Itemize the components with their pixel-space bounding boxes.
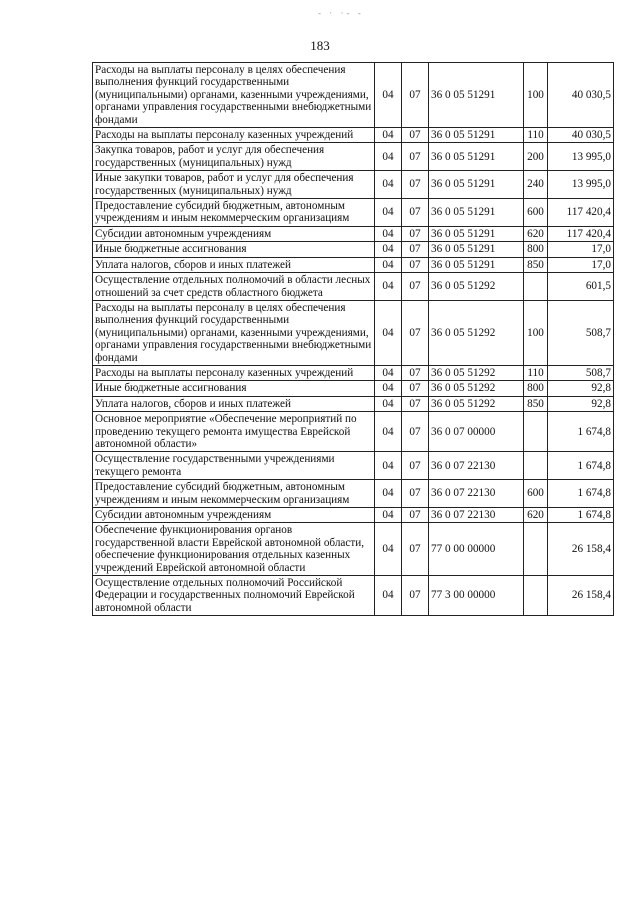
amount-cell: 117 420,4 xyxy=(548,226,614,241)
expense-type-cell: 800 xyxy=(524,381,548,396)
amount-cell: 117 420,4 xyxy=(548,199,614,227)
amount-cell: 92,8 xyxy=(548,396,614,411)
expense-type-cell: 600 xyxy=(524,480,548,508)
table-row xyxy=(93,273,614,301)
row-name-cell: Основное мероприятие «Обеспечение мероприятий по проведению текущего ремонта имущества Еврейской автономной области» xyxy=(93,412,375,452)
target-article-cell: 36 0 05 51292 xyxy=(429,396,524,411)
section-code-cell: 04 xyxy=(375,452,402,480)
table-row xyxy=(93,226,614,241)
subsection-code-cell: 07 xyxy=(402,523,429,576)
subsection-code-cell: 07 xyxy=(402,576,429,616)
page-number: 183 xyxy=(310,38,330,53)
subsection-code-cell: 07 xyxy=(402,300,429,365)
row-name-cell: Осуществление государственными учреждениями текущего ремонта xyxy=(93,452,375,480)
expense-type-cell: 200 xyxy=(524,143,548,171)
expense-type-cell: 110 xyxy=(524,365,548,380)
amount-cell: 1 674,8 xyxy=(548,480,614,508)
amount-cell: 17,0 xyxy=(548,257,614,272)
table-row xyxy=(93,63,614,128)
section-code-cell: 04 xyxy=(375,128,402,143)
expense-type-cell: 100 xyxy=(524,300,548,365)
section-code-cell: 04 xyxy=(375,365,402,380)
target-article-cell: 36 0 07 22130 xyxy=(429,480,524,508)
budget-table xyxy=(92,62,614,616)
subsection-code-cell: 07 xyxy=(402,452,429,480)
row-name-cell: Осуществление отдельных полномочий Российской Федерации и государственных полномочий Еврейской автономной области xyxy=(93,576,375,616)
expense-type-cell: 110 xyxy=(524,128,548,143)
table-row xyxy=(93,242,614,257)
amount-cell: 26 158,4 xyxy=(548,576,614,616)
expense-type-cell: 620 xyxy=(524,508,548,523)
row-name-cell: Расходы на выплаты персоналу в целях обеспечения выполнения функций государственными (муниципальными) органами, казенными учреждениями, органами управления государственными внебюджетными фондами xyxy=(93,300,375,365)
amount-cell: 601,5 xyxy=(548,273,614,301)
target-article-cell: 36 0 05 51291 xyxy=(429,128,524,143)
amount-cell: 508,7 xyxy=(548,300,614,365)
target-article-cell: 36 0 05 51291 xyxy=(429,63,524,128)
table-row xyxy=(93,452,614,480)
amount-cell: 13 995,0 xyxy=(548,171,614,199)
expense-type-cell: 800 xyxy=(524,242,548,257)
section-code-cell: 04 xyxy=(375,143,402,171)
target-article-cell: 36 0 05 51291 xyxy=(429,143,524,171)
expense-type-cell: 850 xyxy=(524,396,548,411)
row-name-cell: Уплата налогов, сборов и иных платежей xyxy=(93,257,375,272)
subsection-code-cell: 07 xyxy=(402,480,429,508)
expense-type-cell: 100 xyxy=(524,63,548,128)
row-name-cell: Осуществление отдельных полномочий в области лесных отношений за счет средств областного бюджета xyxy=(93,273,375,301)
subsection-code-cell: 07 xyxy=(402,396,429,411)
row-name-cell: Уплата налогов, сборов и иных платежей xyxy=(93,396,375,411)
subsection-code-cell: 07 xyxy=(402,381,429,396)
expense-type-cell xyxy=(524,576,548,616)
amount-cell: 508,7 xyxy=(548,365,614,380)
target-article-cell: 36 0 05 51291 xyxy=(429,242,524,257)
table-row xyxy=(93,396,614,411)
row-name-cell: Иные закупки товаров, работ и услуг для обеспечения государственных (муниципальных) нужд xyxy=(93,171,375,199)
row-name-cell: Субсидии автономным учреждениям xyxy=(93,508,375,523)
table-row xyxy=(93,300,614,365)
target-article-cell: 36 0 05 51292 xyxy=(429,381,524,396)
table-row xyxy=(93,381,614,396)
subsection-code-cell: 07 xyxy=(402,226,429,241)
row-name-cell: Субсидии автономным учреждениям xyxy=(93,226,375,241)
row-name-cell: Иные бюджетные ассигнования xyxy=(93,381,375,396)
amount-cell: 40 030,5 xyxy=(548,128,614,143)
table-row xyxy=(93,171,614,199)
row-name-cell: Обеспечение функционирования органов государственной власти Еврейской автономной области, обеспечение функционирования отдельных казенных учреждений Еврейской автономной области xyxy=(93,523,375,576)
section-code-cell: 04 xyxy=(375,412,402,452)
table-row xyxy=(93,128,614,143)
row-name-cell: Иные бюджетные ассигнования xyxy=(93,242,375,257)
section-code-cell: 04 xyxy=(375,171,402,199)
section-code-cell: 04 xyxy=(375,523,402,576)
subsection-code-cell: 07 xyxy=(402,143,429,171)
row-name-cell: Расходы на выплаты персоналу казенных учреждений xyxy=(93,128,375,143)
target-article-cell: 36 0 05 51291 xyxy=(429,257,524,272)
section-code-cell: 04 xyxy=(375,63,402,128)
subsection-code-cell: 07 xyxy=(402,508,429,523)
amount-cell: 13 995,0 xyxy=(548,143,614,171)
subsection-code-cell: 07 xyxy=(402,273,429,301)
section-code-cell: 04 xyxy=(375,396,402,411)
target-article-cell: 36 0 07 00000 xyxy=(429,412,524,452)
subsection-code-cell: 07 xyxy=(402,257,429,272)
scan-artifact: - · ·- - xyxy=(318,8,364,18)
table-row xyxy=(93,412,614,452)
table-row xyxy=(93,257,614,272)
table-row xyxy=(93,143,614,171)
section-code-cell: 04 xyxy=(375,199,402,227)
target-article-cell: 36 0 07 22130 xyxy=(429,452,524,480)
section-code-cell: 04 xyxy=(375,242,402,257)
target-article-cell: 36 0 05 51291 xyxy=(429,226,524,241)
expense-type-cell xyxy=(524,452,548,480)
expense-type-cell: 600 xyxy=(524,199,548,227)
target-article-cell: 36 0 05 51292 xyxy=(429,273,524,301)
budget-table-body xyxy=(93,63,614,616)
target-article-cell: 77 3 00 00000 xyxy=(429,576,524,616)
row-name-cell: Предоставление субсидий бюджетным, автономным учреждениям и иным некоммерческим организациям xyxy=(93,480,375,508)
section-code-cell: 04 xyxy=(375,576,402,616)
amount-cell: 1 674,8 xyxy=(548,412,614,452)
table-row xyxy=(93,199,614,227)
subsection-code-cell: 07 xyxy=(402,128,429,143)
target-article-cell: 77 0 00 00000 xyxy=(429,523,524,576)
amount-cell: 1 674,8 xyxy=(548,452,614,480)
section-code-cell: 04 xyxy=(375,508,402,523)
expense-type-cell xyxy=(524,523,548,576)
expense-type-cell: 240 xyxy=(524,171,548,199)
expense-type-cell: 620 xyxy=(524,226,548,241)
table-row xyxy=(93,576,614,616)
expense-type-cell: 850 xyxy=(524,257,548,272)
row-name-cell: Закупка товаров, работ и услуг для обеспечения государственных (муниципальных) нужд xyxy=(93,143,375,171)
target-article-cell: 36 0 05 51292 xyxy=(429,365,524,380)
table-row xyxy=(93,508,614,523)
target-article-cell: 36 0 05 51291 xyxy=(429,171,524,199)
section-code-cell: 04 xyxy=(375,257,402,272)
section-code-cell: 04 xyxy=(375,273,402,301)
expense-type-cell xyxy=(524,412,548,452)
section-code-cell: 04 xyxy=(375,381,402,396)
amount-cell: 40 030,5 xyxy=(548,63,614,128)
subsection-code-cell: 07 xyxy=(402,412,429,452)
expense-type-cell xyxy=(524,273,548,301)
target-article-cell: 36 0 05 51291 xyxy=(429,199,524,227)
target-article-cell: 36 0 07 22130 xyxy=(429,508,524,523)
section-code-cell: 04 xyxy=(375,226,402,241)
subsection-code-cell: 07 xyxy=(402,199,429,227)
amount-cell: 17,0 xyxy=(548,242,614,257)
amount-cell: 26 158,4 xyxy=(548,523,614,576)
subsection-code-cell: 07 xyxy=(402,242,429,257)
table-row xyxy=(93,365,614,380)
row-name-cell: Расходы на выплаты персоналу казенных учреждений xyxy=(93,365,375,380)
row-name-cell: Предоставление субсидий бюджетным, автономным учреждениям и иным некоммерческим организациям xyxy=(93,199,375,227)
section-code-cell: 04 xyxy=(375,300,402,365)
subsection-code-cell: 07 xyxy=(402,171,429,199)
table-row xyxy=(93,480,614,508)
section-code-cell: 04 xyxy=(375,480,402,508)
amount-cell: 1 674,8 xyxy=(548,508,614,523)
target-article-cell: 36 0 05 51292 xyxy=(429,300,524,365)
subsection-code-cell: 07 xyxy=(402,365,429,380)
amount-cell: 92,8 xyxy=(548,381,614,396)
subsection-code-cell: 07 xyxy=(402,63,429,128)
table-row xyxy=(93,523,614,576)
row-name-cell: Расходы на выплаты персоналу в целях обеспечения выполнения функций государственными (муниципальными) органами, казенными учреждениями, органами управления государственными внебюджетными фондами xyxy=(93,63,375,128)
